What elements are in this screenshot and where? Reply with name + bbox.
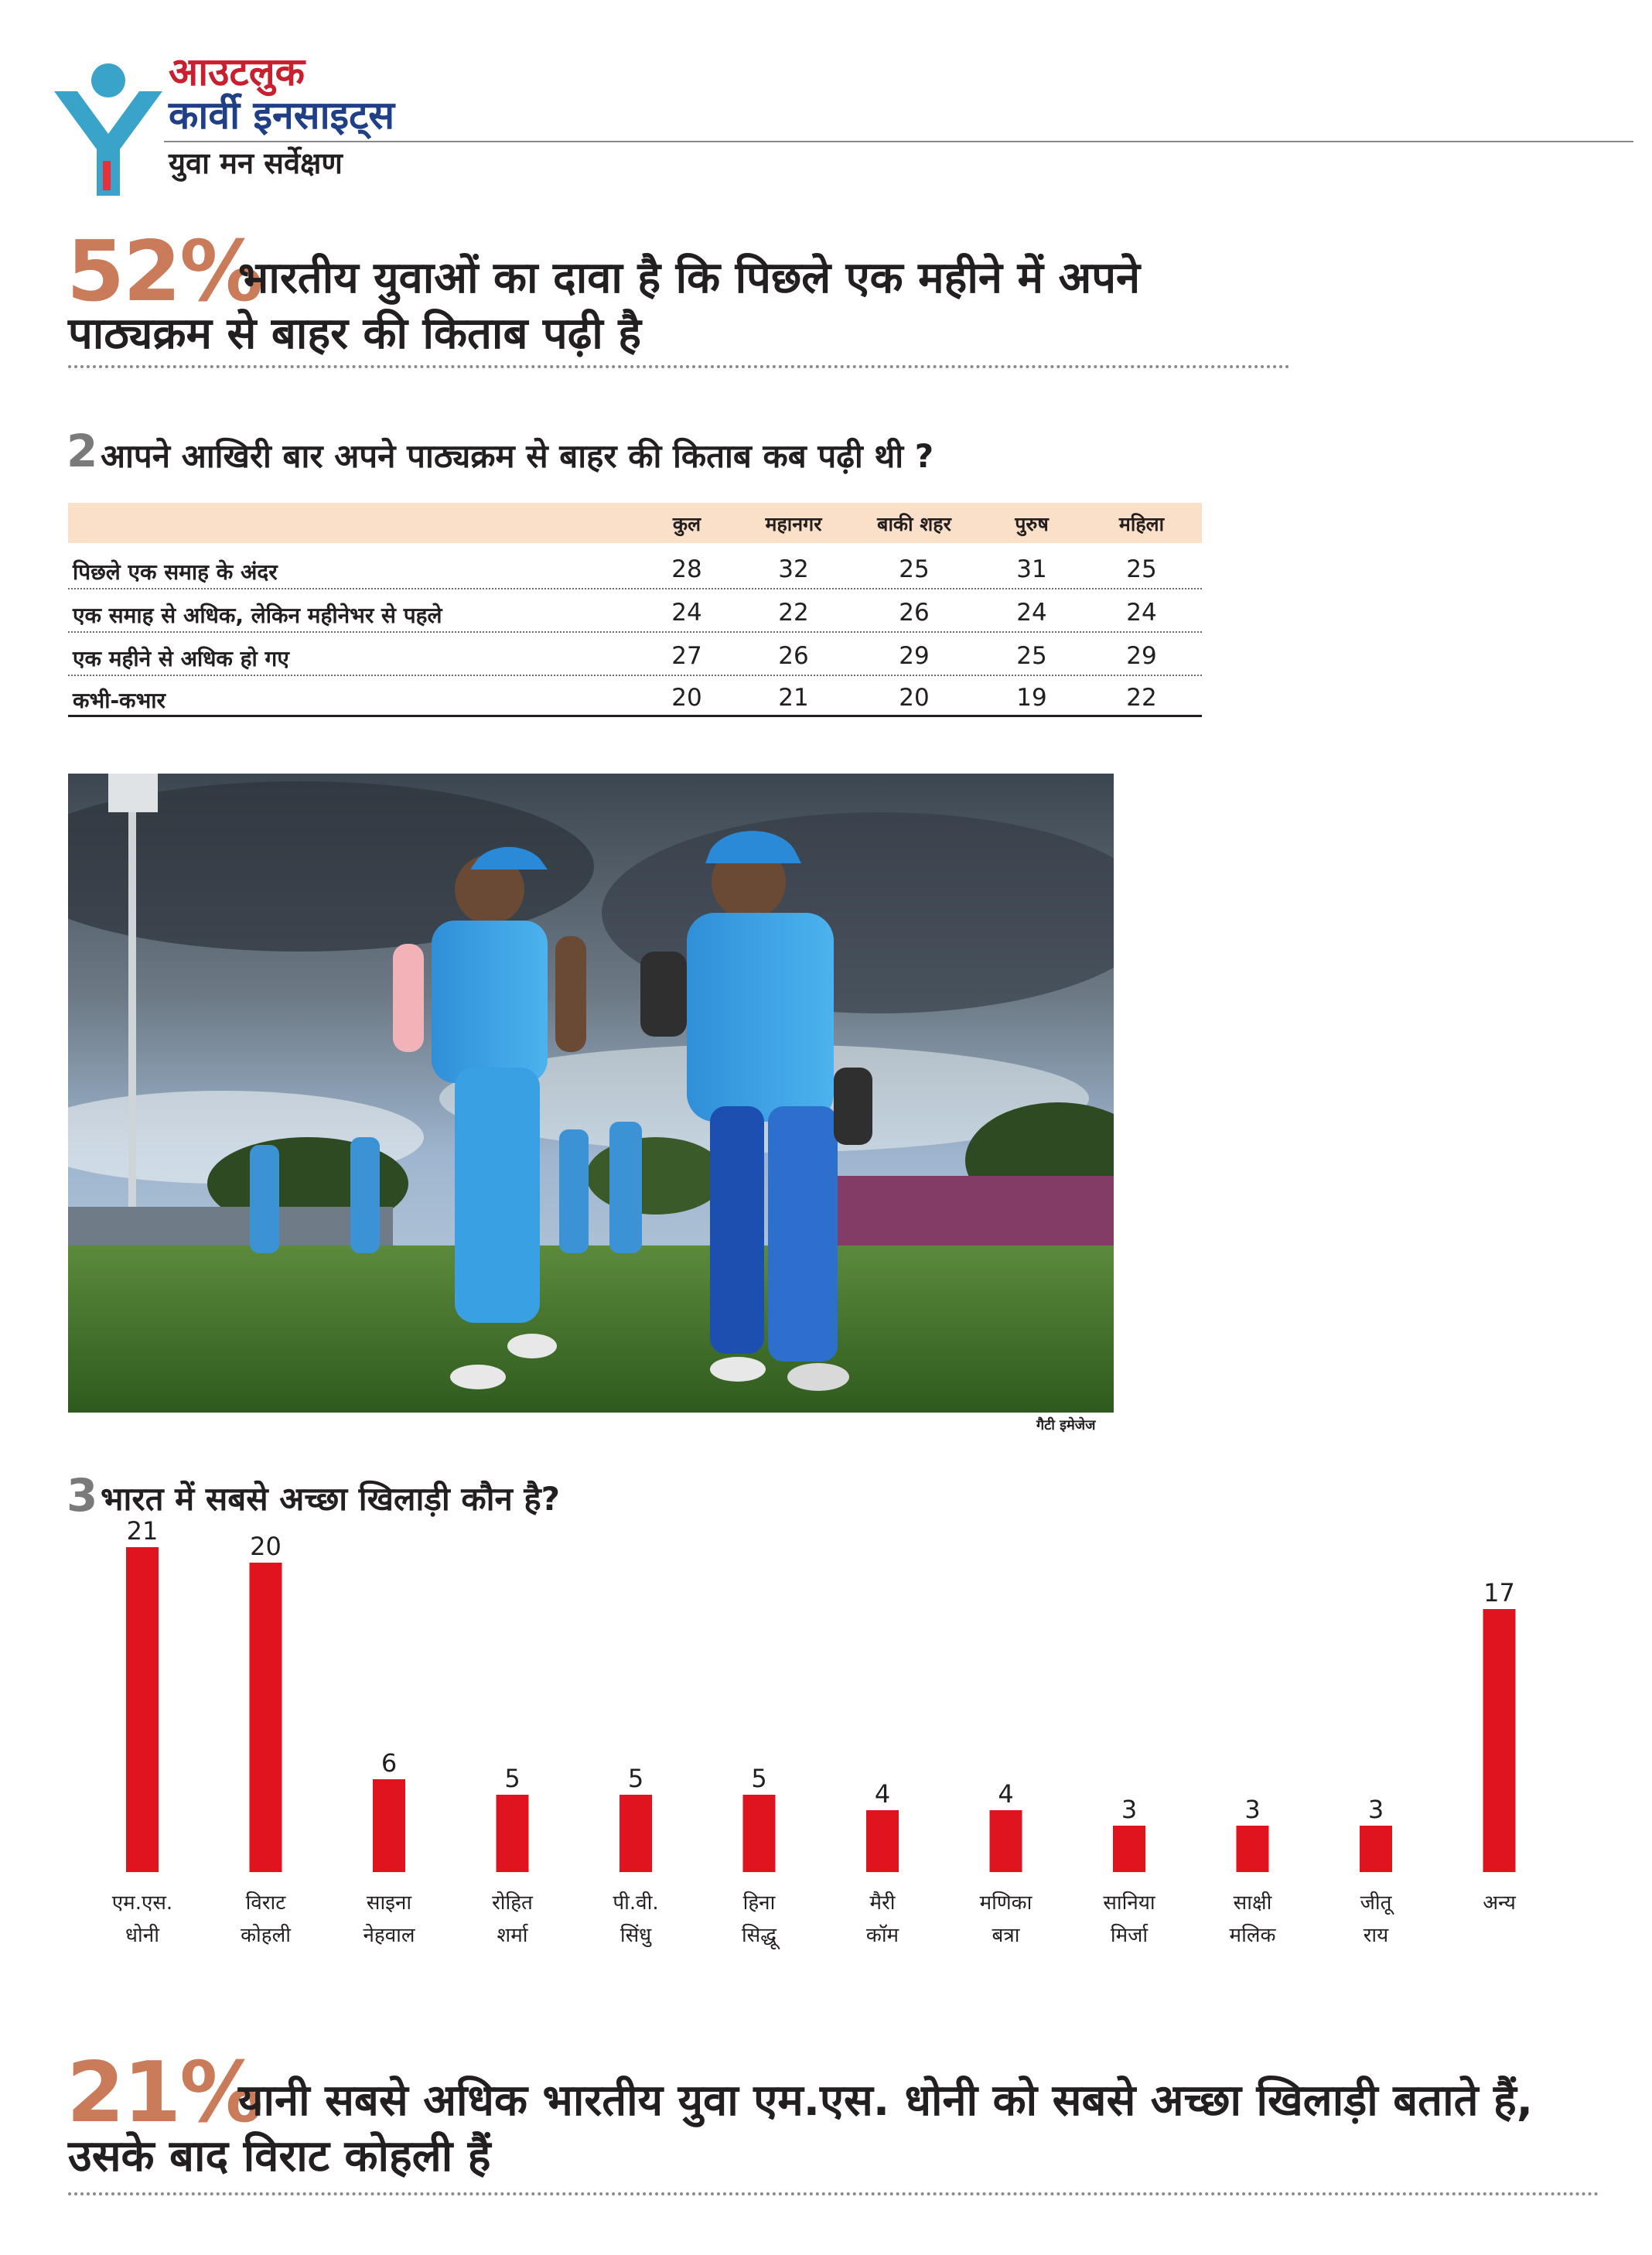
headline1-line1: भारतीय युवाओं का दावा है कि पिछले एक महीने में अपने: [238, 253, 1141, 303]
cell-value: 26: [778, 642, 809, 670]
bar: [990, 1810, 1022, 1872]
youth-figure-logo-icon: [54, 60, 162, 196]
photo-credit: गैटी इमेजेज: [1036, 1417, 1096, 1433]
bar-value-label: 3: [1367, 1795, 1384, 1824]
column-header-other-cities: बाकी शहर: [877, 513, 951, 535]
table-row: [68, 588, 1202, 631]
column-header-metro: महानगर: [765, 513, 822, 535]
category-label: साक्षी: [1233, 1891, 1272, 1915]
bar: [1360, 1826, 1392, 1872]
cell-value: 24: [1016, 599, 1047, 627]
cricket-players-photo: [68, 774, 1114, 1413]
category-label: सिंधु: [620, 1924, 652, 1947]
cell-value: 27: [671, 642, 702, 670]
column-header-total: कुल: [672, 513, 701, 535]
category-label: नेहवाल: [363, 1924, 415, 1947]
table-header: [68, 503, 1202, 543]
row-label: पिछले एक समाह के अंदर: [73, 559, 278, 585]
cell-value: 29: [1126, 642, 1157, 670]
bar-value-label: 4: [998, 1779, 1014, 1809]
table-row: [68, 673, 1202, 716]
category-label: हिना: [742, 1891, 776, 1915]
category-label: मणिका: [979, 1891, 1032, 1915]
cell-value: 22: [778, 599, 809, 627]
cell-value: 28: [671, 555, 702, 583]
headline2-divider: [68, 2192, 1599, 2195]
question3-text: भारत में सबसे अच्छा खिलाड़ी कौन है?: [101, 1480, 561, 1518]
cell-value: 31: [1016, 555, 1047, 583]
category-label: मिर्जा: [1110, 1924, 1149, 1947]
question2-number: 2: [67, 425, 98, 477]
brand-name-outlook: आउटलुक: [169, 50, 305, 94]
cell-value: 21: [778, 684, 809, 712]
cell-value: 32: [778, 555, 809, 583]
brand-name-karvy: कार्वी इनसाइट्स: [169, 93, 395, 138]
bar-value-label: 3: [1121, 1795, 1138, 1824]
headline2-line2: उसके बाद विराट कोहली हैं: [68, 2131, 491, 2182]
table-bottom-rule: [68, 715, 1202, 717]
row-label: कभी-कभार: [73, 688, 166, 713]
headline1-divider: [68, 365, 1290, 368]
bar: [1237, 1826, 1269, 1872]
cell-value: 26: [899, 599, 930, 627]
headline1-percent: 52%: [67, 224, 262, 320]
category-label: सिद्धू: [741, 1924, 777, 1947]
table-row: [68, 545, 1202, 588]
row-label: एक महीने से अधिक हो गए: [73, 646, 289, 671]
bar: [620, 1795, 652, 1872]
bar-value-label: 5: [627, 1764, 644, 1793]
bar-value-label: 20: [250, 1532, 282, 1561]
bar: [497, 1795, 529, 1872]
cell-value: 29: [899, 642, 930, 670]
category-label: मलिक: [1229, 1924, 1276, 1947]
bar-value-label: 6: [381, 1748, 398, 1778]
category-label: मैरी: [869, 1891, 896, 1915]
question3-number: 3: [67, 1469, 98, 1522]
cell-value: 24: [671, 599, 702, 627]
bar-value-label: 17: [1483, 1578, 1515, 1608]
category-label: रोहित: [492, 1891, 533, 1915]
bar-value-label: 3: [1244, 1795, 1261, 1824]
bar: [126, 1547, 159, 1872]
masthead-rule: [164, 141, 1633, 142]
bar-value-label: 21: [126, 1516, 159, 1546]
cell-value: 22: [1126, 684, 1157, 712]
cell-value: 24: [1126, 599, 1157, 627]
cell-value: 25: [1126, 555, 1157, 583]
category-label: कोहली: [241, 1924, 291, 1947]
cell-value: 25: [1016, 642, 1047, 670]
cell-value: 25: [899, 555, 930, 583]
bar-value-label: 4: [874, 1779, 891, 1809]
category-label: जीतू: [1360, 1891, 1392, 1915]
category-label: शर्मा: [497, 1924, 528, 1947]
bar: [1113, 1826, 1145, 1872]
category-label: साइना: [366, 1891, 412, 1915]
category-label: विराट: [245, 1891, 286, 1915]
cell-value: 20: [671, 684, 702, 712]
headline1-line2: पाठ्यक्रम से बाहर की किताब पढ़ी है: [68, 309, 641, 359]
category-label: राय: [1363, 1924, 1389, 1947]
category-label: धोनी: [125, 1924, 159, 1947]
category-label: बत्रा: [992, 1924, 1020, 1947]
cell-value: 20: [899, 684, 930, 712]
category-label: सानिया: [1103, 1891, 1155, 1915]
bar-value-label: 5: [751, 1764, 767, 1793]
bar: [743, 1795, 776, 1872]
row-label: एक समाह से अधिक, लेकिन महीनेभर से पहले: [73, 603, 442, 628]
headline2-percent: 21%: [67, 2045, 262, 2141]
headline2-line1: यानी सबसे अधिक भारतीय युवा एम.एस. धोनी को सबसे अच्छा खिलाड़ी बताते हैं,: [238, 2076, 1534, 2126]
bar: [373, 1779, 405, 1872]
category-label: पी.वी.: [613, 1891, 659, 1915]
bar-value-label: 5: [504, 1764, 521, 1793]
column-header-female: महिला: [1118, 513, 1165, 535]
category-label: एम.एस.: [111, 1891, 173, 1915]
category-label: अन्य: [1483, 1891, 1516, 1915]
cell-value: 19: [1016, 684, 1047, 712]
question2-text: आपने आखिरी बार अपने पाठ्यक्रम से बाहर की किताब कब पढ़ी थी ?: [101, 437, 934, 475]
bar: [866, 1810, 899, 1872]
bar: [1483, 1609, 1516, 1872]
column-header-male: पुरुष: [1015, 513, 1049, 535]
table-row: [68, 631, 1202, 675]
bar: [250, 1563, 282, 1872]
best-player-bar-chart: [68, 1516, 1615, 1980]
category-label: कॉम: [865, 1924, 899, 1947]
survey-name: युवा मन सर्वेक्षण: [169, 146, 343, 180]
